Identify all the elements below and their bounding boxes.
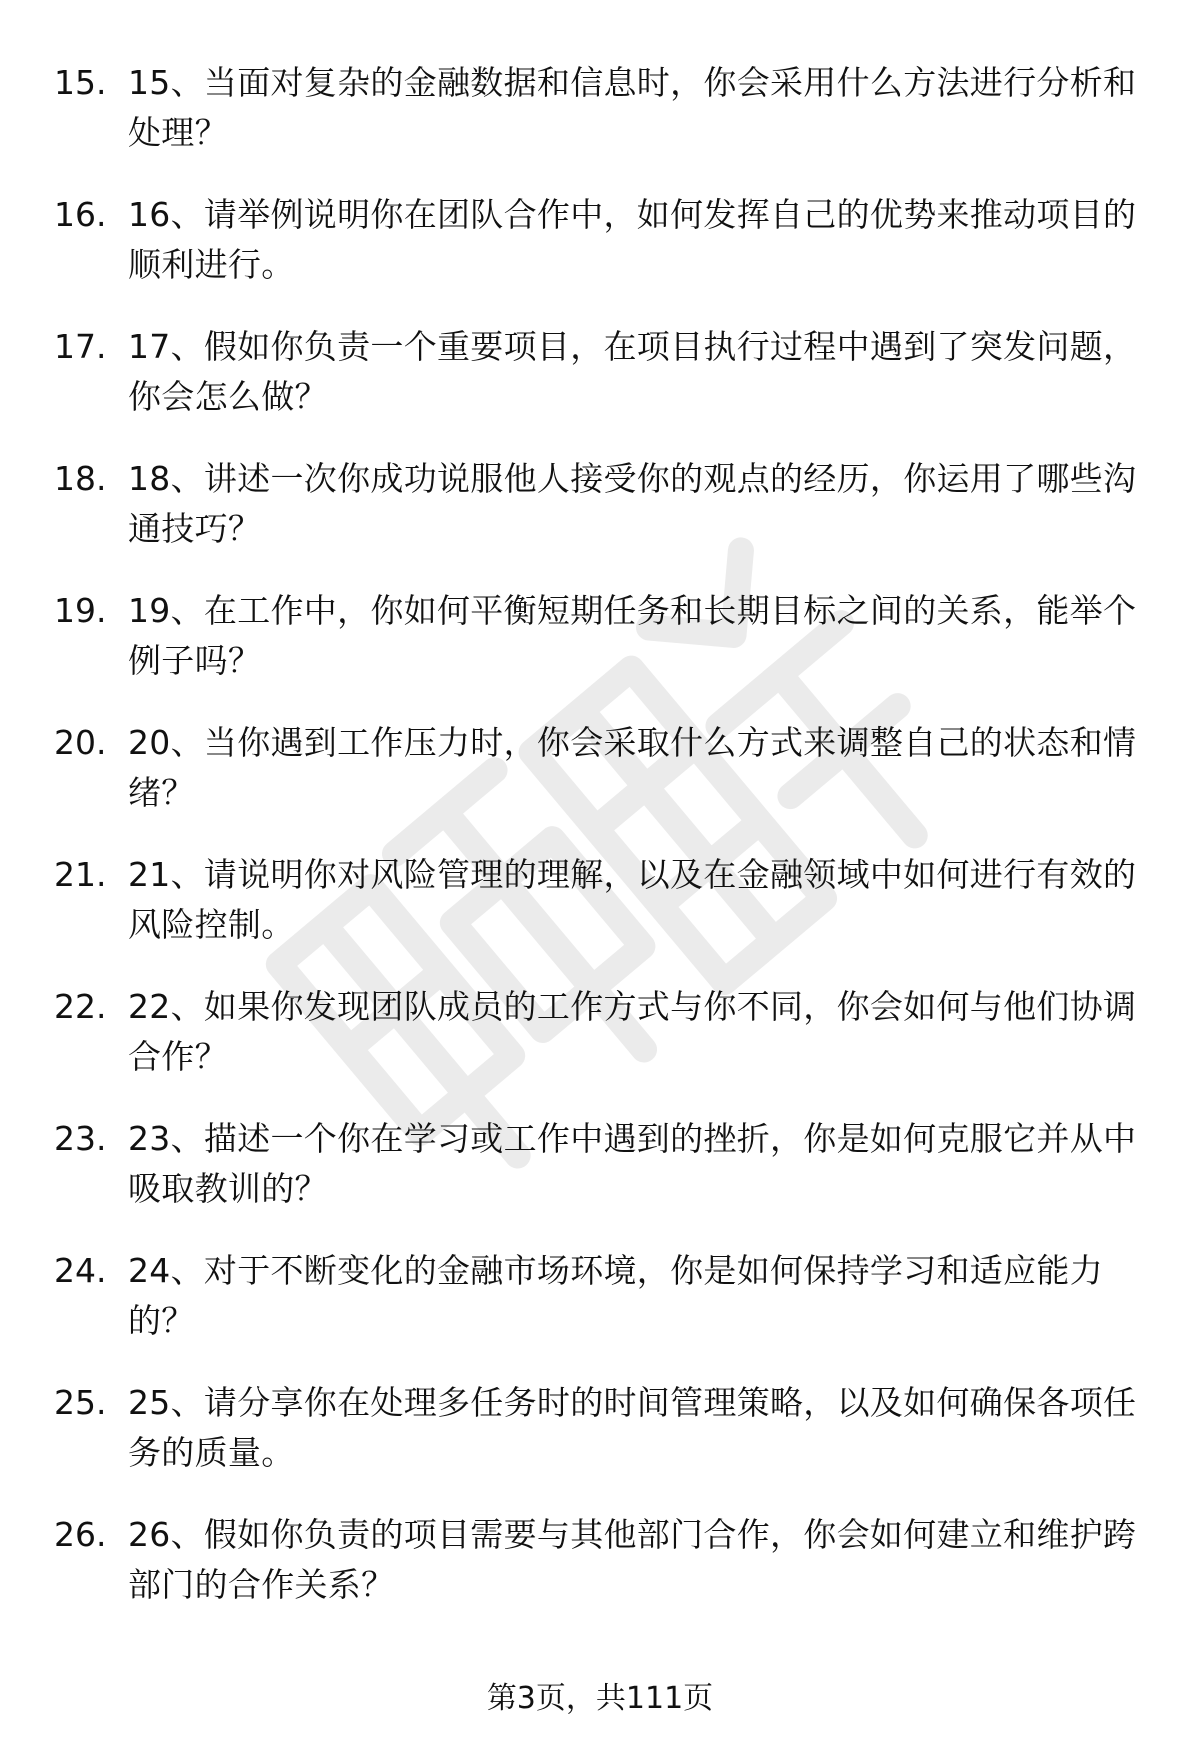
- question-number: 17.: [54, 327, 107, 366]
- question-text: 24、对于不断变化的金融市场环境，你是如何保持学习和适应能力的？: [128, 1251, 1103, 1340]
- list-item: [0, 586, 1200, 718]
- question-number: 25.: [54, 1383, 107, 1422]
- question-text: 25、请分享你在处理多任务时的时间管理策略，以及如何确保各项任务的质量。: [128, 1383, 1137, 1472]
- question-number: 18.: [54, 459, 107, 498]
- list-item: [0, 718, 1200, 850]
- list-item: [0, 1378, 1200, 1510]
- question-number: 24.: [54, 1251, 107, 1290]
- question-text: 19、在工作中，你如何平衡短期任务和长期目标之间的关系，能举个例子吗？: [128, 591, 1137, 680]
- list-item: [0, 1114, 1200, 1246]
- list-item: [0, 982, 1200, 1114]
- list-item: [0, 1246, 1200, 1378]
- question-text: 16、请举例说明你在团队合作中，如何发挥自己的优势来推动项目的顺利进行。: [128, 195, 1137, 284]
- question-number: 26.: [54, 1515, 107, 1554]
- question-list: [0, 58, 1200, 1642]
- list-item: [0, 1510, 1200, 1642]
- question-number: 16.: [54, 195, 107, 234]
- question-text: 17、假如你负责一个重要项目，在项目执行过程中遇到了突发问题，你会怎么做？: [128, 327, 1137, 416]
- question-number: 20.: [54, 723, 107, 762]
- list-item: [0, 190, 1200, 322]
- list-item: [0, 58, 1200, 190]
- list-item: [0, 850, 1200, 982]
- page-number-footer: 第3页，共111页: [486, 1681, 714, 1716]
- question-text: 20、当你遇到工作压力时，你会采取什么方式来调整自己的状态和情绪？: [128, 723, 1137, 812]
- question-number: 21.: [54, 855, 107, 894]
- list-item: [0, 454, 1200, 586]
- question-number: 15.: [54, 63, 107, 102]
- question-number: 19.: [54, 591, 107, 630]
- question-number: 22.: [54, 987, 107, 1026]
- question-text: 21、请说明你对风险管理的理解，以及在金融领域中如何进行有效的风险控制。: [128, 855, 1137, 944]
- question-text: 18、讲述一次你成功说服他人接受你的观点的经历，你运用了哪些沟通技巧？: [128, 459, 1137, 548]
- question-text: 23、描述一个你在学习或工作中遇到的挫折，你是如何克服它并从中吸取教训的？: [128, 1119, 1137, 1208]
- question-text: 26、假如你负责的项目需要与其他部门合作，你会如何建立和维护跨部门的合作关系？: [128, 1515, 1137, 1604]
- question-number: 23.: [54, 1119, 107, 1158]
- question-text: 22、如果你发现团队成员的工作方式与你不同，你会如何与他们协调合作？: [128, 987, 1137, 1076]
- question-text: 15、当面对复杂的金融数据和信息时，你会采用什么方法进行分析和处理？: [128, 63, 1137, 152]
- list-item: [0, 322, 1200, 454]
